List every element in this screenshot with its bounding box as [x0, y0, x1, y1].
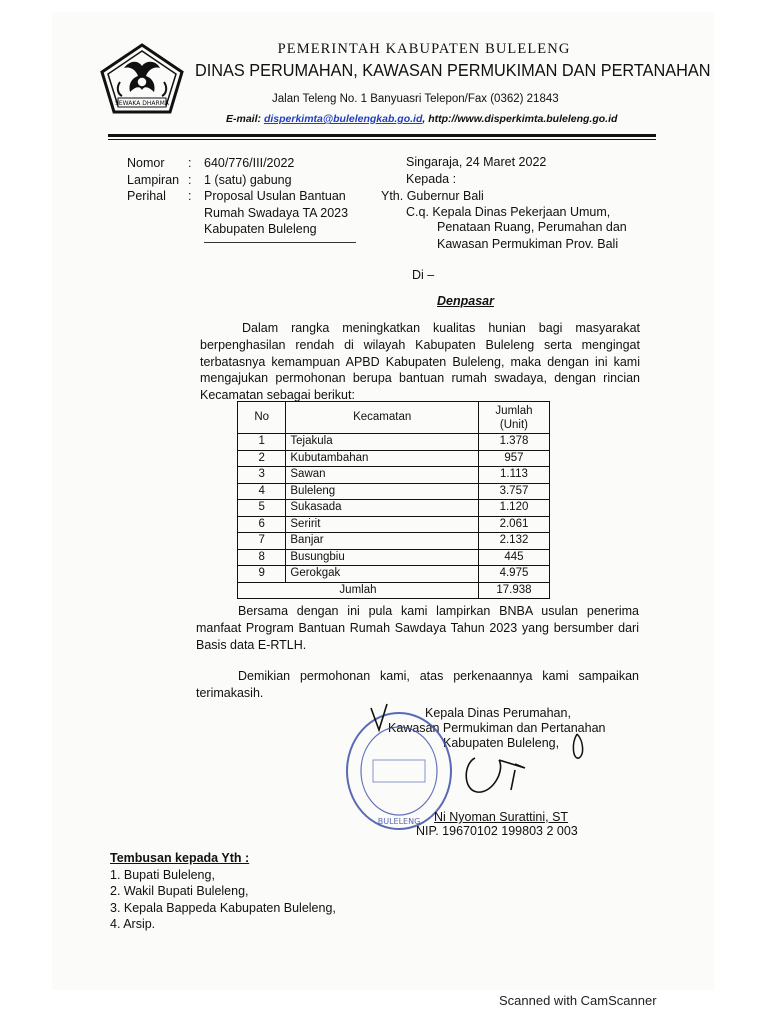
signatory-name: Ni Nyoman Surattini, ST	[434, 810, 569, 824]
paragraph-attachment: Bersama dengan ini pula kami lampirkan BNBA usulan penerima manfaat Program Bantuan Rumah Sawdaya Tahun 2023 yang bersumber dari Basis data E-RTLH.	[196, 604, 639, 652]
table-row	[238, 566, 550, 583]
col-jumlah-header: Jumlah (Unit)	[478, 402, 549, 434]
agency-contact	[226, 113, 617, 125]
scanner-watermark: Scanned with CamScanner	[499, 993, 657, 1008]
cell-no: 5	[238, 500, 286, 517]
col-no-header: No	[238, 402, 286, 434]
cell-kecamatan: Kubutambahan	[286, 450, 479, 467]
recipient-cq-line-1: C.q. Kepala Dinas Pekerjaan Umum,	[406, 205, 611, 219]
svg-text:BULELENG: BULELENG	[377, 817, 421, 826]
list-item: 2. Wakil Bupati Buleleng,	[110, 884, 249, 898]
cell-kecamatan: Gerokgak	[286, 566, 479, 583]
table-row	[238, 516, 550, 533]
list-item: 1. Bupati Buleleng,	[110, 867, 215, 882]
cell-jumlah: 957	[478, 450, 549, 467]
letter-date: Singaraja, 24 Maret 2022	[406, 155, 547, 169]
table-row	[238, 450, 550, 467]
tembusan-title: Tembusan kepada Yth :	[110, 851, 250, 865]
cell-kecamatan: Seririt	[286, 516, 479, 533]
cell-jumlah: 1.378	[478, 434, 549, 451]
email-label: E-mail:	[226, 113, 262, 125]
cell-no: 9	[238, 566, 286, 583]
recipient-city: Denpasar	[437, 294, 494, 308]
recipient-cq-line-3: Kawasan Permukiman Prov. Bali	[437, 237, 619, 251]
total-value: 17.938	[478, 582, 549, 599]
table-row	[238, 434, 550, 451]
meta-lampiran: Lampiran : 1 (satu) gabung	[127, 172, 292, 187]
signatory-title-3: Kabupaten Buleleng,	[443, 736, 560, 750]
table-row	[238, 549, 550, 566]
letterhead-rule-thick	[108, 134, 656, 137]
meta-perihal-line-3: Kabupaten Buleleng	[204, 222, 317, 236]
signatory-title-1: Kepala Dinas Perumahan,	[425, 706, 571, 720]
cell-kecamatan: Sukasada	[286, 500, 479, 517]
cell-kecamatan: Buleleng	[286, 483, 479, 500]
cell-kecamatan: Sawan	[286, 467, 479, 484]
cell-no: 8	[238, 549, 286, 566]
cell-jumlah: 4.975	[478, 566, 549, 583]
meta-perihal: Perihal : Proposal Usulan Bantuan	[127, 189, 346, 203]
cell-no: 7	[238, 533, 286, 550]
cell-no: 1	[238, 434, 286, 451]
cell-kecamatan: Busungbiu	[286, 549, 479, 566]
table-row	[238, 467, 550, 484]
tembusan-block	[110, 850, 336, 933]
signatory-nip: NIP. 19670102 199803 2 003	[416, 824, 578, 838]
svg-text:SEWAKA DHARMA: SEWAKA DHARMA	[115, 100, 169, 107]
cell-jumlah: 445	[478, 549, 549, 566]
cell-jumlah: 1.113	[478, 467, 549, 484]
table-total-row	[238, 582, 550, 599]
meta-perihal-line-2: Rumah Swadaya TA 2023	[204, 205, 349, 220]
table-row	[238, 483, 550, 500]
list-item: 3. Kepala Bappeda Kabupaten Buleleng,	[110, 900, 336, 915]
table-header-row	[238, 402, 550, 434]
cell-jumlah: 2.132	[478, 533, 549, 550]
letter-meta	[127, 155, 364, 238]
total-label: Jumlah	[238, 582, 479, 599]
email-link[interactable]: disperkimta@bulelengkab.go.id	[263, 113, 423, 125]
recipient-cq-line-2: Penataan Ruang, Perumahan dan	[437, 220, 627, 234]
meta-nomor: Nomor : 640/776/III/2022	[127, 156, 295, 170]
list-item: 4. Arsip.	[110, 917, 156, 931]
paragraph-closing: Demikian permohonan kami, atas perkenaannya kami sampaikan terimakasih.	[196, 669, 639, 700]
cell-no: 4	[238, 483, 286, 500]
government-heading: PEMERINTAH KABUPATEN BULELENG	[277, 41, 571, 57]
letterhead-rule-thin	[108, 139, 656, 140]
recipient-name: Yth. Gubernur Bali	[381, 189, 484, 203]
cell-jumlah: 3.757	[478, 483, 549, 500]
signatory-title-2: Kawasan Permukiman dan Pertanahan	[388, 721, 606, 735]
paragraph-intro: Dalam rangka meningkatkan kualitas hunian bagi masyarakat berpenghasilan rendah di wilayah Kabupaten Buleleng serta mengingat terbatasnya kemampuan APBD Kabupaten Buleleng, maka dengan ini kami mengajukan permohonan berupa bantuan rumah swadaya, dengan rincian Kecamatan sebagai berikut:	[200, 321, 640, 403]
col-kecamatan-header: Kecamatan	[286, 402, 479, 434]
cell-no: 3	[238, 467, 286, 484]
agency-address: Jalan Teleng No. 1 Banyuasri Telepon/Fax (0362) 21843	[272, 93, 559, 105]
cell-kecamatan: Tejakula	[286, 434, 479, 451]
kepada-label: Kepada :	[406, 172, 457, 186]
cell-no: 2	[238, 450, 286, 467]
table-row	[238, 500, 550, 517]
cell-no: 6	[238, 516, 286, 533]
cell-kecamatan: Banjar	[286, 533, 479, 550]
meta-underline	[204, 242, 356, 243]
cell-jumlah: 1.120	[478, 500, 549, 517]
di-label: Di –	[412, 268, 435, 282]
table-row	[238, 533, 550, 550]
kecamatan-table	[237, 401, 550, 599]
website-link[interactable]: , http://www.disperkimta.buleleng.go.id	[422, 113, 618, 125]
cell-jumlah: 2.061	[478, 516, 549, 533]
agency-heading: DINAS PERUMAHAN, KAWASAN PERMUKIMAN DAN PERTANAHAN	[195, 60, 711, 80]
